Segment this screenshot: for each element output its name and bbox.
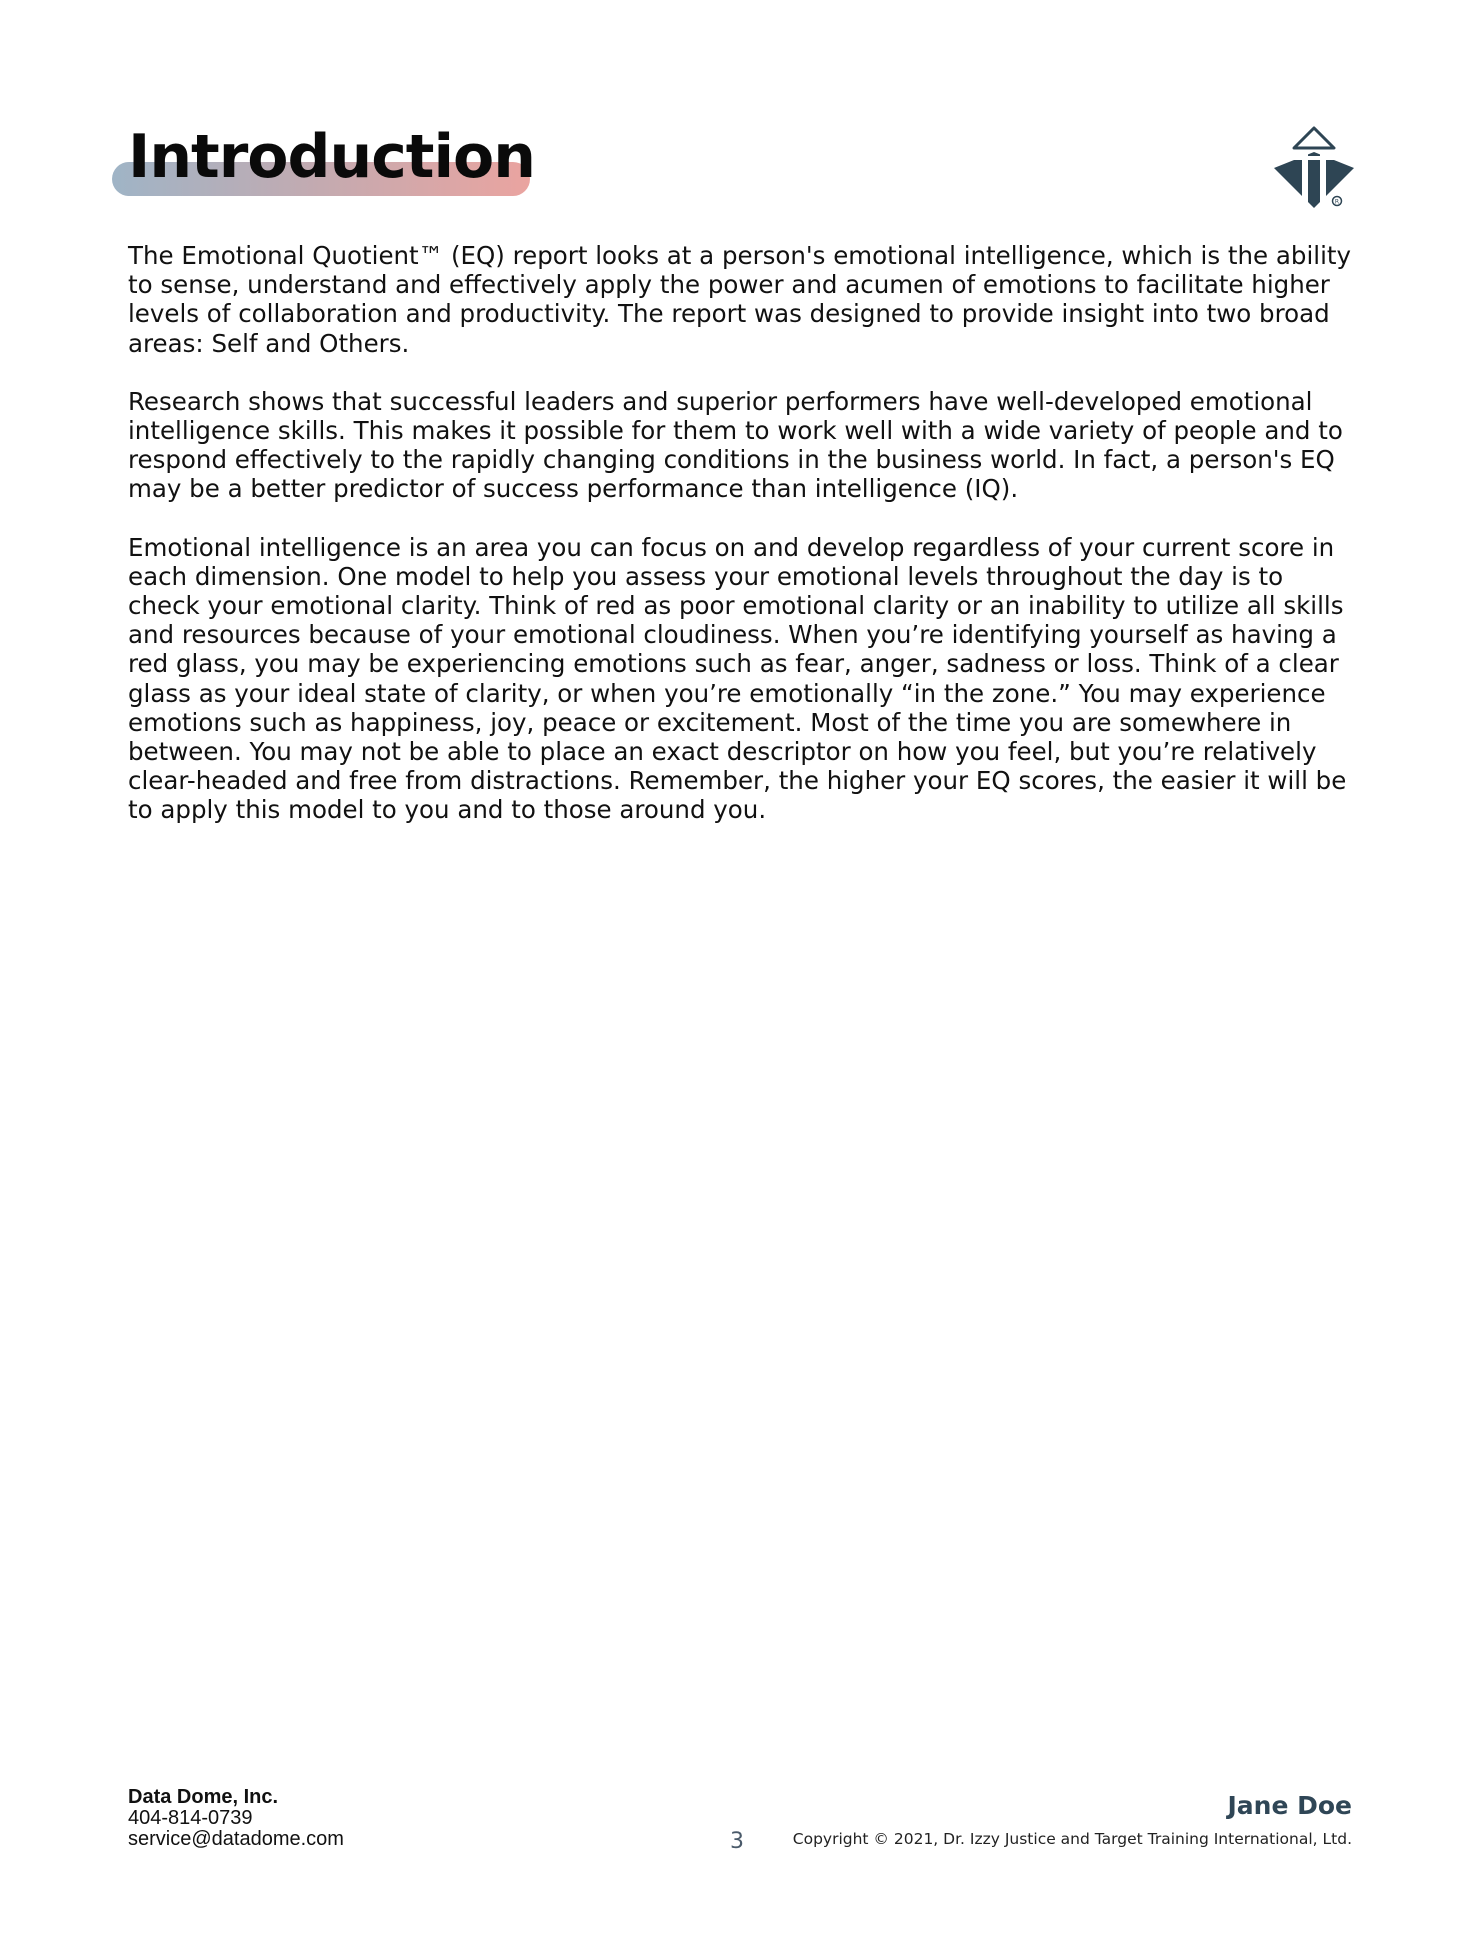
footer-copyright: Copyright © 2021, Dr. Izzy Justice and Target Training International, Ltd.: [792, 1830, 1352, 1848]
svg-text:R: R: [1334, 198, 1340, 206]
intro-body: [128, 241, 1354, 854]
page-title-block: [112, 118, 535, 200]
footer-person-name: Jane Doe: [1227, 1791, 1352, 1820]
footer-phone: 404-814-0739: [128, 1807, 253, 1829]
page-number: 3: [730, 1829, 744, 1854]
footer-contact: [128, 1787, 344, 1850]
intro-paragraph-1: The Emotional Quotient™ (EQ) report looks at a person's emotional intelligence, which is the ability to sense, understand and effectively apply the power and acumen of emotions to facilitate higher levels of collaboration and productivity. The report was designed to provide insight into two broad areas: Self and Others.: [128, 241, 1352, 358]
footer-company: Data Dome, Inc.: [128, 1786, 279, 1808]
intro-paragraph-3: Emotional intelligence is an area you can focus on and develop regardless of your current score in each dimension. One model to help you assess your emotional levels throughout the day is to check your emotional clarity. Think of red as poor emotional clarity or an inability to utilize all skills and resources because of your emotional cloudiness. When you’re identifying yourself as having a red glass, you may be experiencing emotions such as fear, anger, sadness or loss. Think of a clear glass as your ideal state of clarity, or when you’re emotionally “in the zone.” You may experience emotions such as happiness, joy, peace or excitement. Most of the time you are somewhere in between. You may not be able to place an exact descriptor on how you feel, but you’re relatively clear-headed and free from distractions. Remember, the higher your EQ scores, the easier it will be to apply this model to you and to those around you.: [128, 532, 1347, 825]
footer-right: [793, 1791, 1352, 1849]
intro-paragraph-2: Research shows that successful leaders and superior performers have well-developed emotional intelligence skills. This makes it possible for them to work well with a wide variety of people and to respond effectively to the rapidly changing conditions in the business world. In fact, a person's EQ may be a better predictor of success performance than intelligence (IQ).: [128, 386, 1343, 504]
page-title: Introduction: [128, 122, 535, 192]
ttisi-registered-logo-icon: [1272, 126, 1356, 210]
footer-email: service@datadome.com: [128, 1828, 344, 1850]
